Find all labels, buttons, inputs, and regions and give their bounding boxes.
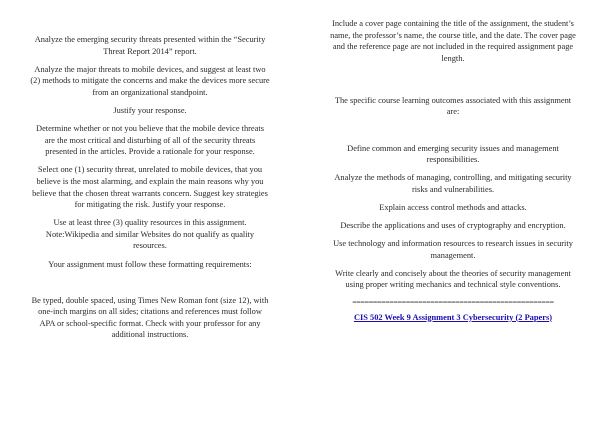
outcome-writing: Write clearly and concisely about the theories of security management using proper writing mechanics and technical style conventions.	[335, 268, 571, 290]
outcome-define: Define common and emerging security issues and management responsibilities.	[347, 143, 559, 165]
paragraph-formatting-intro: Your assignment must follow these formatting requirements:	[48, 259, 252, 269]
spacer	[330, 125, 576, 143]
right-page	[300, 0, 600, 424]
paragraph-emerging-threats: Analyze the emerging security threats presented within the “Security Threat Report 2014” report.	[34, 35, 266, 56]
outcome-cryptography: Describe the applications and uses of cryptography and encryption.	[340, 221, 566, 231]
paragraph-formatting-rules: Be typed, double spaced, using Times New Roman font (size 12), with one-inch margins on all sides; citations and references must follow APA or school-specific format. Check with your professor for any additional instructions.	[31, 295, 269, 340]
spacer	[30, 277, 270, 295]
separator-line: =================================================	[352, 297, 554, 307]
assignment-link[interactable]: CIS 502 Week 9 Assignment 3 Cybersecurity (2 Papers)	[353, 312, 553, 322]
paragraph-justify: Justify your response.	[113, 105, 187, 115]
paragraph-outcomes-intro: The specific course learning outcomes associated with this assignment are:	[334, 95, 572, 117]
paragraph-mobile-threats: Analyze the major threats to mobile devices, and suggest at least two (2) methods to mitigate the concerns and make the devices more secure from an organizational standpoint.	[30, 64, 270, 97]
paragraph-cover-page: Include a cover page containing the title of the assignment, the student’s name, the professor’s name, the course title, and the date. The cover page and the reference page are not included in the required assignment page length.	[330, 19, 576, 63]
spacer	[330, 71, 576, 95]
outcome-access-control: Explain access control methods and attacks.	[379, 202, 527, 212]
outcome-analyze: Analyze the methods of managing, controlling, and mitigating security risks and vulnerabilities.	[334, 173, 572, 194]
paragraph-resources: Use at least three (3) quality resources in this assignment. Note:Wikipedia and similar Websites do not qualify as quality resources.	[45, 218, 255, 251]
paragraph-critical-threats: Determine whether or not you believe that the mobile device threats are the most critical and disturbing of all of the security threats presented in the articles. Provide a rationale for your response.	[36, 124, 264, 157]
outcome-technology: Use technology and information resources to research issues in security management.	[333, 239, 573, 260]
paragraph-alarming-threat: Select one (1) security threat, unrelated to mobile devices, that you believe is the most alarming, and explain the main reasons why you believe that the chosen threat warrants concern. Suggest key strategies for mitigating the risk. Justify your response.	[32, 165, 268, 210]
